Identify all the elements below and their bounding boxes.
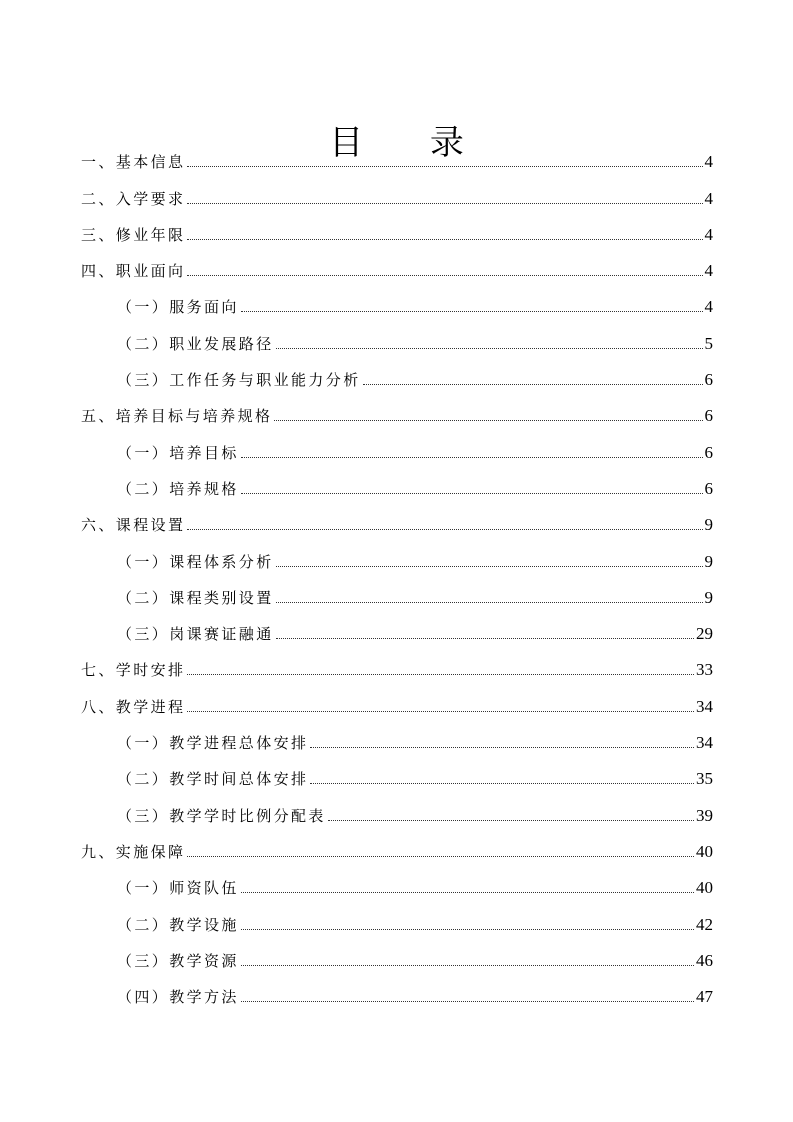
toc-entry-label[interactable]: （二）教学设施 <box>117 915 239 934</box>
toc-entry[interactable] <box>0 535 793 571</box>
dot-leader <box>310 783 694 784</box>
toc-entry-label[interactable]: （二）培养规格 <box>117 479 239 498</box>
toc-list <box>0 136 793 1007</box>
toc-page-number[interactable]: 4 <box>704 188 713 208</box>
toc-page-number[interactable]: 39 <box>696 805 713 825</box>
toc-entry-label[interactable]: （一）培养目标 <box>117 443 239 462</box>
toc-page-number[interactable]: 35 <box>696 769 713 789</box>
toc-page-number[interactable]: 6 <box>704 478 713 498</box>
toc-entry-label[interactable]: （二）职业发展路径 <box>117 334 274 353</box>
toc-entry[interactable] <box>0 935 793 971</box>
toc-entry[interactable] <box>0 826 793 862</box>
toc-entry-label[interactable]: 七、学时安排 <box>81 661 186 680</box>
toc-entry[interactable] <box>0 426 793 462</box>
toc-entry[interactable] <box>0 499 793 535</box>
dot-leader <box>363 384 703 385</box>
toc-page-number[interactable]: 4 <box>704 261 713 281</box>
dot-leader <box>276 638 694 639</box>
toc-entry-label[interactable]: （三）岗课赛证融通 <box>117 625 274 644</box>
dot-leader <box>241 965 694 966</box>
toc-page-number[interactable]: 34 <box>696 733 713 753</box>
dot-leader <box>187 711 694 712</box>
toc-page-number[interactable]: 9 <box>704 515 713 535</box>
toc-entry[interactable] <box>0 172 793 208</box>
dot-leader <box>241 1001 694 1002</box>
toc-page-number[interactable]: 4 <box>704 297 713 317</box>
toc-entry-label[interactable]: 二、入学要求 <box>81 189 186 208</box>
toc-entry[interactable] <box>0 354 793 390</box>
dot-leader <box>187 856 694 857</box>
toc-page-number[interactable]: 33 <box>696 660 713 680</box>
dot-leader <box>241 457 703 458</box>
toc-page-number[interactable]: 6 <box>704 406 713 426</box>
toc-page-number[interactable]: 46 <box>696 950 713 970</box>
dot-leader <box>187 529 702 530</box>
toc-entry-label[interactable]: 六、课程设置 <box>81 516 186 535</box>
toc-entry-label[interactable]: （三）教学学时比例分配表 <box>117 806 326 825</box>
toc-page-number[interactable]: 47 <box>696 987 713 1007</box>
toc-page-number[interactable]: 40 <box>696 841 713 861</box>
toc-entry-label[interactable]: （二）课程类别设置 <box>117 588 274 607</box>
toc-entry[interactable] <box>0 971 793 1007</box>
dot-leader <box>241 892 694 893</box>
toc-entry-label[interactable]: （一）服务面向 <box>117 298 239 317</box>
toc-entry-label[interactable]: 九、实施保障 <box>81 842 186 861</box>
toc-page-number[interactable]: 9 <box>704 587 713 607</box>
toc-entry[interactable] <box>0 136 793 172</box>
toc-entry-label[interactable]: 一、基本信息 <box>81 153 186 172</box>
toc-entry[interactable] <box>0 753 793 789</box>
toc-entry-label[interactable]: 八、教学进程 <box>81 697 186 716</box>
dot-leader <box>276 348 703 349</box>
toc-entry[interactable] <box>0 572 793 608</box>
dot-leader <box>187 275 702 276</box>
toc-entry[interactable] <box>0 898 793 934</box>
toc-entry-label[interactable]: 四、职业面向 <box>81 262 186 281</box>
toc-entry-label[interactable]: 五、培养目标与培养规格 <box>81 407 273 426</box>
dot-leader <box>241 493 703 494</box>
toc-entry-label[interactable]: （三）教学资源 <box>117 951 239 970</box>
dot-leader <box>276 602 703 603</box>
dot-leader <box>276 566 703 567</box>
toc-entry[interactable] <box>0 680 793 716</box>
toc-entry[interactable] <box>0 717 793 753</box>
toc-entry[interactable] <box>0 644 793 680</box>
dot-leader <box>241 311 703 312</box>
toc-page-number[interactable]: 5 <box>704 333 713 353</box>
toc-entry-label[interactable]: （一）师资队伍 <box>117 879 239 898</box>
toc-page-number[interactable]: 4 <box>704 152 713 172</box>
toc-page-number[interactable]: 34 <box>696 696 713 716</box>
toc-entry-label[interactable]: （一）教学进程总体安排 <box>117 734 309 753</box>
toc-page-number[interactable]: 42 <box>696 914 713 934</box>
toc-entry[interactable] <box>0 463 793 499</box>
toc-entry-label[interactable]: （三）工作任务与职业能力分析 <box>117 371 361 390</box>
dot-leader <box>187 674 694 675</box>
toc-page-number[interactable]: 9 <box>704 551 713 571</box>
toc-title: 目 录 <box>329 122 492 163</box>
dot-leader <box>187 239 702 240</box>
dot-leader <box>187 203 702 204</box>
toc-entry-label[interactable]: （四）教学方法 <box>117 988 239 1007</box>
toc-entry[interactable] <box>0 317 793 353</box>
toc-page-number[interactable]: 40 <box>696 878 713 898</box>
dot-leader <box>187 166 702 167</box>
toc-page-number[interactable]: 4 <box>704 224 713 244</box>
toc-page-number[interactable]: 29 <box>696 624 713 644</box>
toc-entry[interactable] <box>0 390 793 426</box>
dot-leader <box>241 929 694 930</box>
toc-entry[interactable] <box>0 245 793 281</box>
toc-entry-label[interactable]: （一）课程体系分析 <box>117 552 274 571</box>
toc-entry[interactable] <box>0 209 793 245</box>
dot-leader <box>310 747 694 748</box>
toc-page-number[interactable]: 6 <box>704 370 713 390</box>
dot-leader <box>328 820 694 821</box>
toc-entry[interactable] <box>0 281 793 317</box>
toc-entry[interactable] <box>0 862 793 898</box>
toc-entry-label[interactable]: （二）教学时间总体安排 <box>117 770 309 789</box>
toc-entry[interactable] <box>0 789 793 825</box>
dot-leader <box>274 420 702 421</box>
toc-entry[interactable] <box>0 608 793 644</box>
toc-entry-label[interactable]: 三、修业年限 <box>81 225 186 244</box>
toc-page-number[interactable]: 6 <box>704 442 713 462</box>
